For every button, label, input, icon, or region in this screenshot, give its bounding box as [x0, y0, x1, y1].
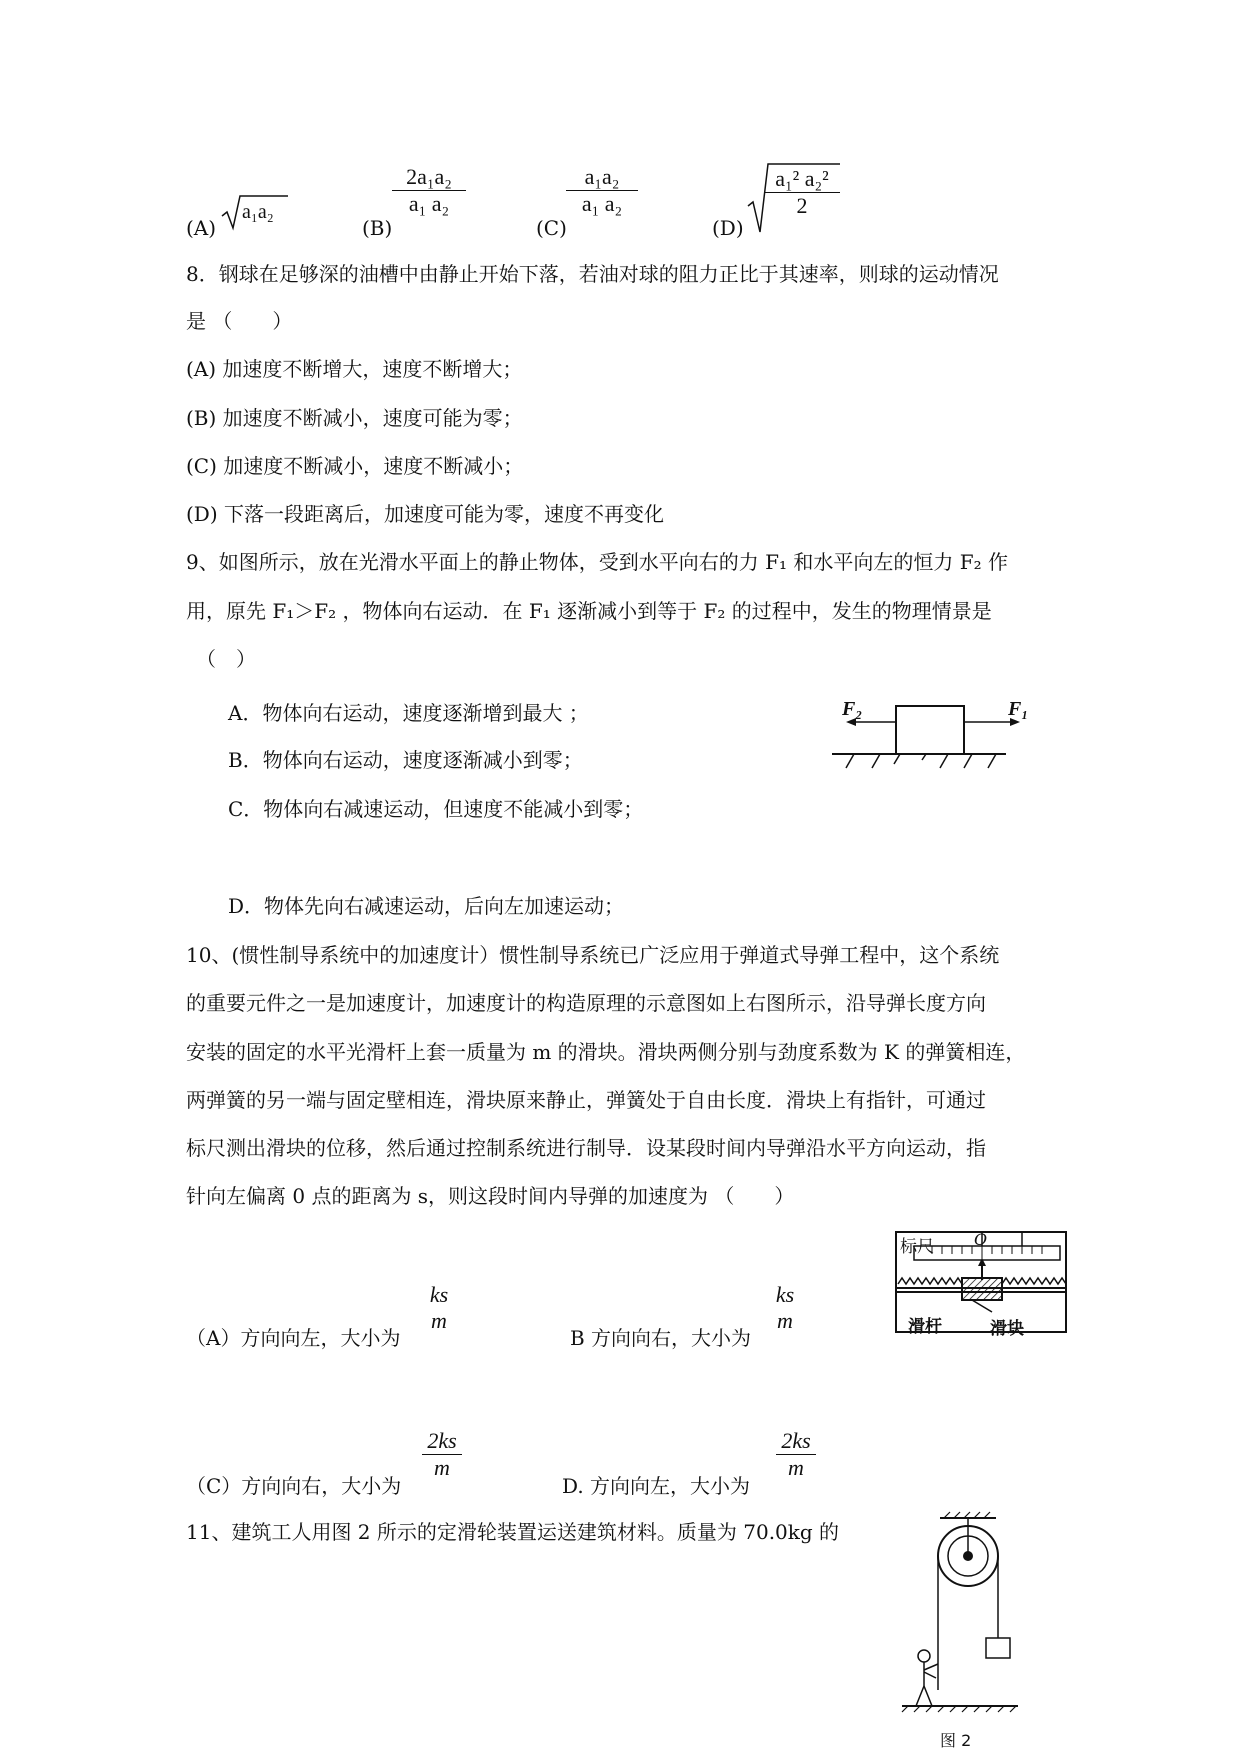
q7-option-c-fraction — [566, 164, 638, 217]
fraction-numerator: ks — [429, 1282, 449, 1307]
q7-option-b-fraction — [392, 164, 466, 217]
q10-option-d-fraction — [776, 1428, 816, 1481]
q9-option-d: D．物体先向右减速运动，后向左加速运动； — [228, 894, 625, 918]
q8-option-a: (A) 加速度不断增大，速度不断增大； — [186, 357, 523, 381]
q7-option-a-expr: a₁a₂ — [242, 201, 274, 223]
figure-2-caption: 图 2 — [940, 1731, 972, 1750]
q8-option-d: (D) 下落一段距离后，加速度可能为零，速度不再变化 — [186, 502, 664, 526]
left-spring — [898, 1278, 962, 1284]
q10-option-a-fraction — [422, 1282, 456, 1334]
q7-option-d-fraction — [764, 166, 840, 219]
q10-line-2: 的重要元件之一是加速度计，加速度计的构造原理的示意图如上右图所示，沿导弹长度方向 — [186, 991, 986, 1015]
q7-option-c-label: (C) — [536, 216, 567, 240]
q10-option-b-fraction — [768, 1282, 802, 1334]
q10-line-1: 10、(惯性制导系统中的加速度计）惯性制导系统已广泛应用于弹道式导弹工程中，这个系统 — [186, 943, 1000, 967]
q9-option-b: B．物体向右运动，速度逐渐减小到零； — [228, 748, 583, 772]
fraction-denominator: a₁ a₂ — [408, 191, 450, 216]
f1-label: F₁ — [1008, 698, 1029, 720]
q10-option-d-text: D. 方向向左，大小为 — [562, 1474, 751, 1498]
right-spring — [1002, 1278, 1066, 1284]
q8-option-b: (B) 加速度不断减小，速度可能为零； — [186, 406, 523, 430]
fraction-numerator: ks — [775, 1282, 795, 1307]
fraction-numerator — [422, 1428, 462, 1454]
worker-figure — [916, 1650, 938, 1706]
q9-option-c: C．物体向右减速运动，但速度不能减小到零； — [228, 797, 644, 821]
q7-option-d-label: (D) — [712, 216, 744, 240]
slider-block — [962, 1278, 1002, 1300]
q11-stem: 11、建筑工人用图 2 所示的定滑轮装置运送建筑材料。质量为 70.0kg 的 — [186, 1520, 840, 1544]
pulley-diagram — [898, 1510, 1022, 1732]
q10-line-5: 标尺测出滑块的位移，然后通过控制系统进行制导．设某段时间内导弹沿水平方向运动，指 — [186, 1136, 986, 1160]
numerator-text: 2ks — [781, 1428, 811, 1453]
fraction-denominator: m — [431, 1308, 447, 1333]
q10-line-6: 针向左偏离 0 点的距离为 s，则这段时间内导弹的加速度为 （ ） — [186, 1184, 795, 1208]
q9-stem-line-3: （ ） — [196, 647, 256, 671]
q10-line-4: 两弹簧的另一端与固定壁相连，滑块原来静止，弹簧处于自由长度．滑块上有指针，可通过 — [186, 1088, 986, 1112]
block-label: 滑块 — [990, 1319, 1024, 1339]
fraction-denominator: m — [777, 1308, 793, 1333]
fraction-denominator: m — [434, 1455, 450, 1480]
q10-option-a-text: （A）方向向左，大小为 — [186, 1326, 401, 1350]
q10-line-3: 安装的固定的水平光滑杆上套一质量为 m 的滑块。滑块两侧分别与劲度系数为 K 的弹簧相连， — [186, 1040, 1026, 1064]
load-box — [986, 1638, 1010, 1658]
q9-stem-line-2: 用，原先 F₁＞F₂ ，物体向右运动．在 F₁ 逐渐减小到等于 F₂ 的过程中，发生的物理情景是 — [186, 599, 992, 623]
q7-option-b-label: (B) — [362, 216, 393, 240]
q8-stem-line-1: 8．钢球在足够深的油槽中由静止开始下落，若油对球的阻力正比于其速率，则球的运动情况 — [186, 262, 999, 286]
block-body — [896, 706, 964, 754]
ruler-label: 标尺 — [900, 1237, 934, 1257]
q8-stem-line-2: 是 （ ） — [186, 309, 293, 333]
fraction-denominator: 2 — [796, 193, 808, 218]
fraction-denominator: a₁ a₂ — [581, 191, 623, 216]
f2-label: F₂ — [842, 698, 863, 720]
numerator-text: 2ks — [427, 1428, 457, 1453]
origin-label: O — [974, 1230, 988, 1249]
q9-option-a: A．物体向右运动，速度逐渐增到最大 ； — [228, 701, 589, 725]
rod-label: 滑杆 — [908, 1317, 942, 1337]
fraction-numerator — [776, 1428, 816, 1454]
ground-hatch — [846, 754, 996, 768]
fraction-numerator: 2a₁a₂ — [406, 164, 452, 189]
q10-option-c-fraction — [422, 1428, 462, 1481]
fraction-numerator: a₁² a₂² — [775, 166, 829, 191]
fraction-denominator: m — [788, 1455, 804, 1480]
q10-option-c-text: （C）方向向右，大小为 — [186, 1474, 402, 1498]
q8-option-c: (C) 加速度不断减小，速度不断减小； — [186, 454, 524, 478]
q9-stem-line-1: 9、如图所示，放在光滑水平面上的静止物体，受到水平向右的力 F₁ 和水平向左的恒力 F₂ 作 — [186, 550, 1008, 574]
q10-option-b-text: B 方向向右，大小为 — [570, 1326, 752, 1350]
q7-option-a-label: (A) — [186, 216, 217, 240]
fraction-numerator: a₁a₂ — [584, 164, 620, 189]
